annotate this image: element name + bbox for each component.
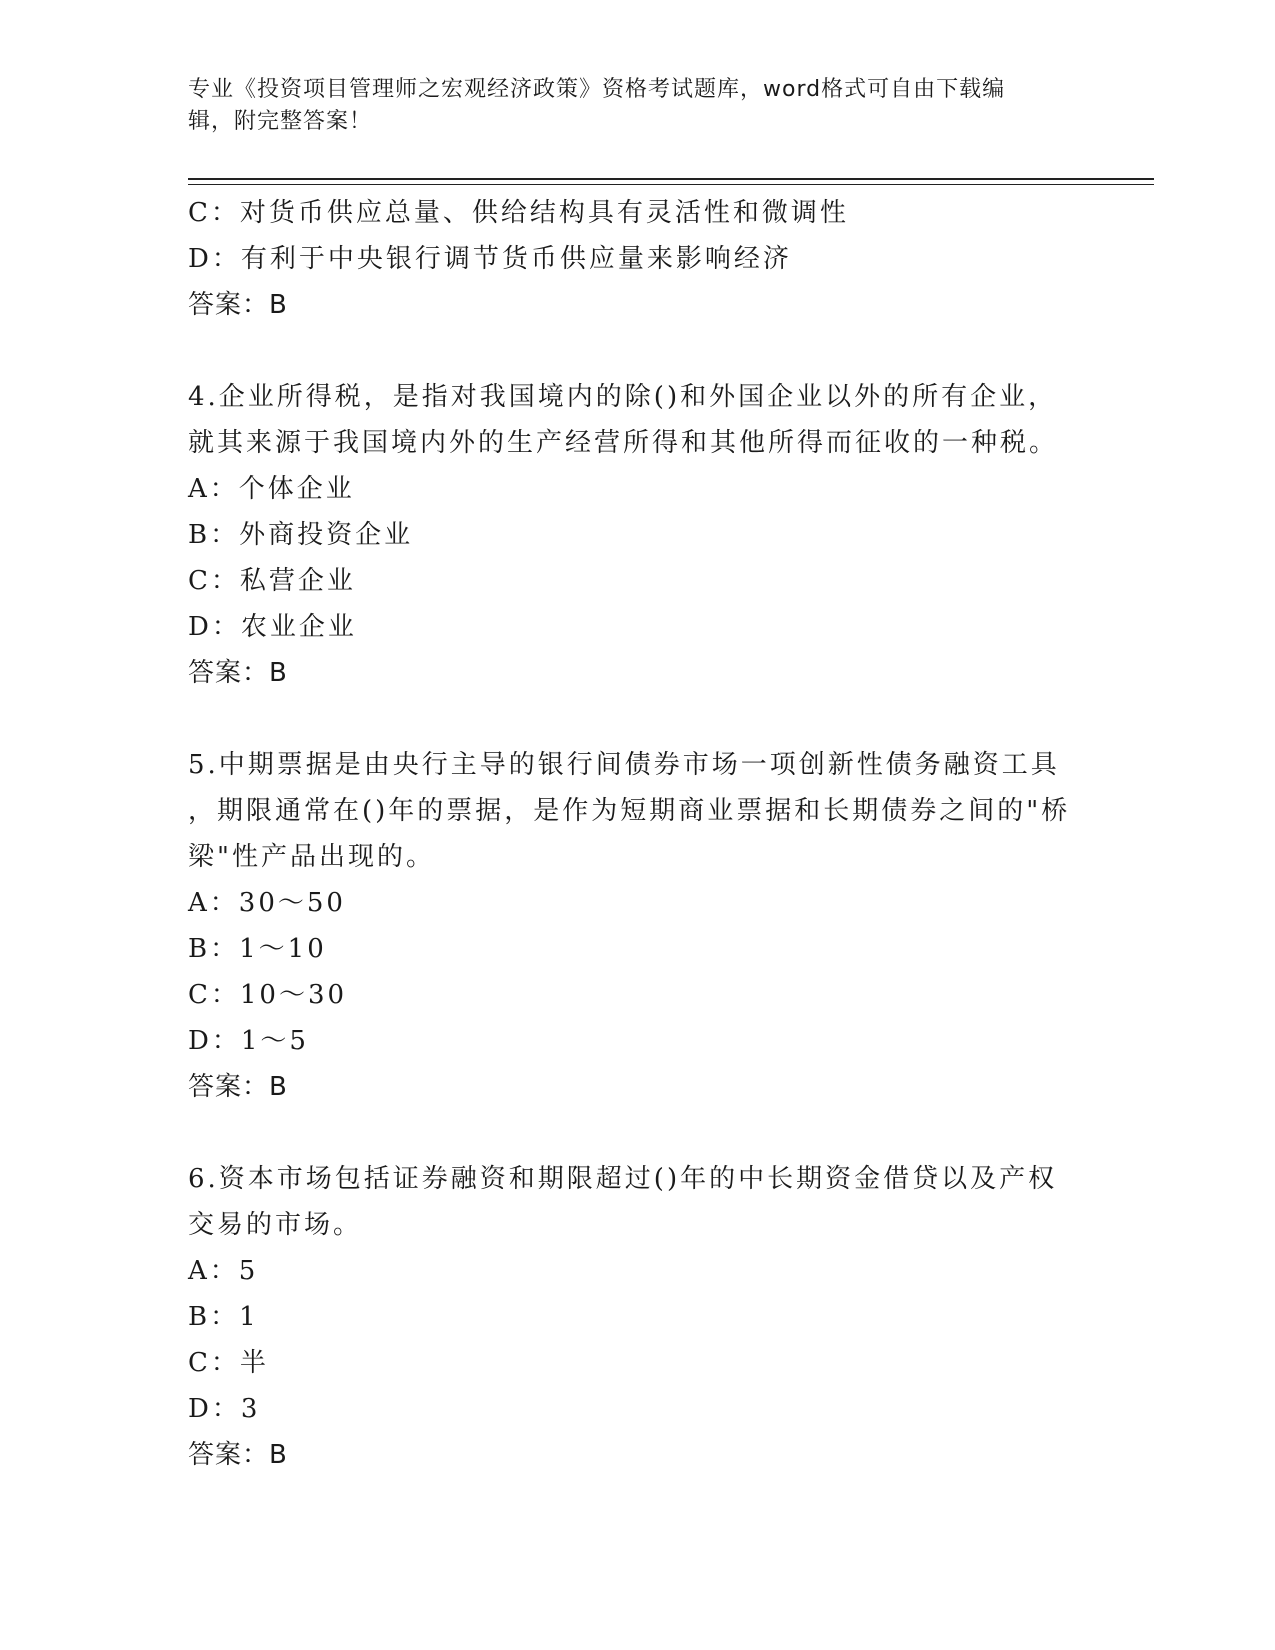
spacer — [188, 696, 1088, 742]
option-c: C：半 — [188, 1348, 269, 1378]
answer-line: 答案：B — [188, 658, 288, 688]
question-text: 梁"性产品出现的。 — [188, 842, 435, 872]
question-3-continued — [188, 190, 1088, 328]
option-b: B：1 — [188, 1302, 259, 1332]
option-b: B：1～10 — [188, 934, 327, 964]
header-divider-thick — [188, 178, 1154, 180]
header-divider-thin — [188, 184, 1154, 185]
option-d: D：有利于中央银行调节货币供应量来影响经济 — [188, 244, 792, 274]
option-c: C：对货币供应总量、供给结构具有灵活性和微调性 — [188, 198, 849, 228]
header-line-1: 专业《投资项目管理师之宏观经济政策》资格考试题库，word格式可自由下载编 — [188, 77, 1006, 102]
spacer — [188, 1110, 1088, 1156]
question-5 — [188, 742, 1088, 1110]
option-a: A：个体企业 — [188, 474, 355, 504]
option-d: D：农业企业 — [188, 612, 357, 642]
question-4 — [188, 374, 1088, 696]
document-header — [188, 74, 1078, 138]
question-6 — [188, 1156, 1088, 1478]
option-b: B：外商投资企业 — [188, 520, 414, 550]
option-c: C：私营企业 — [188, 566, 356, 596]
header-line-2: 辑，附完整答案！ — [188, 109, 373, 134]
option-d: D：3 — [188, 1394, 261, 1424]
option-c: C：10～30 — [188, 980, 348, 1010]
answer-line: 答案：B — [188, 1440, 288, 1470]
question-text: 4.企业所得税，是指对我国境内的除()和外国企业以外的所有企业， — [188, 382, 1058, 412]
option-a: A：30～50 — [188, 888, 346, 918]
spacer — [188, 328, 1088, 374]
question-text: 就其来源于我国境内外的生产经营所得和其他所得而征收的一种税。 — [188, 428, 1059, 458]
answer-line: 答案：B — [188, 1072, 288, 1102]
question-text: 5.中期票据是由央行主导的银行间债券市场一项创新性债务融资工具 — [188, 750, 1060, 780]
option-d: D：1～5 — [188, 1026, 309, 1056]
question-list — [188, 190, 1088, 1478]
answer-line: 答案：B — [188, 290, 288, 320]
option-a: A：5 — [188, 1256, 259, 1286]
question-text: ，期限通常在()年的票据，是作为短期商业票据和长期债券之间的"桥 — [188, 796, 1071, 826]
question-text: 6.资本市场包括证券融资和期限超过()年的中长期资金借贷以及产权 — [188, 1164, 1058, 1194]
question-text: 交易的市场。 — [188, 1210, 363, 1240]
